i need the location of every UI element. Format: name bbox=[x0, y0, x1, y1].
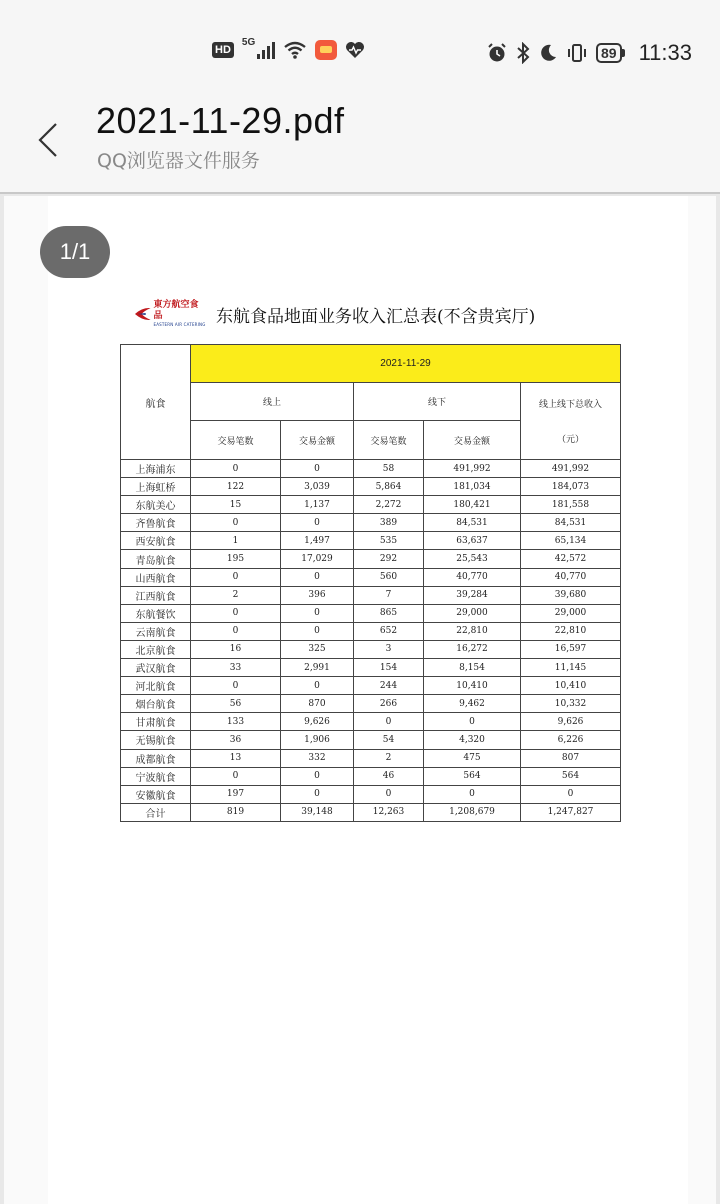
cell-online-count: 133 bbox=[191, 713, 281, 731]
cell-online-count: 0 bbox=[191, 460, 281, 478]
cell-online-count: 195 bbox=[191, 550, 281, 568]
cell-total: 11,145 bbox=[521, 659, 621, 677]
swallow-logo-icon bbox=[134, 306, 152, 322]
cell-offline-amount: 9,462 bbox=[424, 695, 521, 713]
cell-online-count: 13 bbox=[191, 749, 281, 767]
pdf-page bbox=[4, 196, 716, 1204]
report-header bbox=[134, 298, 535, 330]
table-row bbox=[121, 496, 621, 514]
cell-airline: 东航餐饮 bbox=[121, 604, 191, 622]
cell-online-amount: 396 bbox=[281, 586, 354, 604]
table-row bbox=[121, 713, 621, 731]
cell-offline-amount: 63,637 bbox=[424, 532, 521, 550]
cell-online-count: 16 bbox=[191, 640, 281, 658]
col-header-online-count: 交易笔数 bbox=[191, 421, 281, 460]
cell-offline-count: 54 bbox=[354, 731, 424, 749]
cell-offline-amount: 16,272 bbox=[424, 640, 521, 658]
document-title: 2021-11-29.pdf bbox=[96, 100, 345, 141]
cell-online-count: 0 bbox=[191, 514, 281, 532]
cell-offline-count: 292 bbox=[354, 550, 424, 568]
table-row bbox=[121, 749, 621, 767]
table-row bbox=[121, 478, 621, 496]
cell-online-amount: 17,029 bbox=[281, 550, 354, 568]
cell-total: 22,810 bbox=[521, 622, 621, 640]
cell-online-amount: 1,137 bbox=[281, 496, 354, 514]
cell-offline-amount: 4,320 bbox=[424, 731, 521, 749]
wifi-icon bbox=[283, 40, 307, 60]
cell-offline-count: 46 bbox=[354, 767, 424, 785]
cell-offline-count: 2 bbox=[354, 749, 424, 767]
cell-offline-amount: 8,154 bbox=[424, 659, 521, 677]
cell-online-count: 36 bbox=[191, 731, 281, 749]
revenue-summary-table bbox=[120, 344, 621, 822]
table-row bbox=[121, 532, 621, 550]
cell-total: 65,134 bbox=[521, 532, 621, 550]
col-header-total: 线上线下总收入 （元） bbox=[521, 383, 621, 460]
cell-offline-amount: 181,034 bbox=[424, 478, 521, 496]
cell-offline-count: 652 bbox=[354, 622, 424, 640]
battery-level: 89 bbox=[596, 43, 622, 63]
cell-offline-amount: 22,810 bbox=[424, 622, 521, 640]
table-row bbox=[121, 514, 621, 532]
cell-online-amount: 2,991 bbox=[281, 659, 354, 677]
cell-airline: 上海浦东 bbox=[121, 460, 191, 478]
cell-online-count: 0 bbox=[191, 677, 281, 695]
cell-airline: 山西航食 bbox=[121, 568, 191, 586]
cell-online-count: 0 bbox=[191, 604, 281, 622]
cell-total: 181,558 bbox=[521, 496, 621, 514]
cell-total: 29,000 bbox=[521, 604, 621, 622]
cell-offline-amount: 180,421 bbox=[424, 496, 521, 514]
cell-online-amount: 9,626 bbox=[281, 713, 354, 731]
col-header-online: 线上 bbox=[191, 383, 354, 421]
cell-airline: 北京航食 bbox=[121, 640, 191, 658]
cell-online-count: 0 bbox=[191, 622, 281, 640]
cell-online-amount: 0 bbox=[281, 677, 354, 695]
report-title: 东航食品地面业务收入汇总表(不含贵宾厅) bbox=[216, 306, 536, 327]
cell-online-count: 197 bbox=[191, 785, 281, 803]
cell-offline-count: 5,864 bbox=[354, 478, 424, 496]
cell-online-amount: 0 bbox=[281, 767, 354, 785]
cell-airline: 东航美心 bbox=[121, 496, 191, 514]
cell-offline-amount: 10,410 bbox=[424, 677, 521, 695]
network-type: 5G bbox=[241, 36, 256, 48]
battery-icon bbox=[596, 43, 625, 63]
cell-airline: 宁波航食 bbox=[121, 767, 191, 785]
cell-online-amount: 0 bbox=[281, 622, 354, 640]
cell-offline-count: 244 bbox=[354, 677, 424, 695]
cell-online-amount: 1,906 bbox=[281, 731, 354, 749]
table-row bbox=[121, 604, 621, 622]
report-date: 2021-11-29 bbox=[191, 345, 621, 383]
hd-icon: HD bbox=[212, 42, 234, 58]
cell-offline-count: 3 bbox=[354, 640, 424, 658]
cell-offline-count: 0 bbox=[354, 785, 424, 803]
status-right-icons bbox=[486, 40, 692, 66]
cell-total: 16,597 bbox=[521, 640, 621, 658]
table-row bbox=[121, 550, 621, 568]
cell-offline-amount: 475 bbox=[424, 749, 521, 767]
do-not-disturb-moon-icon bbox=[538, 43, 558, 63]
back-button[interactable] bbox=[28, 112, 76, 168]
cell-online-amount: 39,148 bbox=[281, 803, 354, 821]
cell-airline: 武汉航食 bbox=[121, 659, 191, 677]
cell-airline: 安徽航食 bbox=[121, 785, 191, 803]
cell-total: 42,572 bbox=[521, 550, 621, 568]
cell-offline-amount: 84,531 bbox=[424, 514, 521, 532]
cell-airline: 青岛航食 bbox=[121, 550, 191, 568]
cell-offline-amount: 25,543 bbox=[424, 550, 521, 568]
cell-total: 491,992 bbox=[521, 460, 621, 478]
cell-online-amount: 325 bbox=[281, 640, 354, 658]
cell-offline-amount: 564 bbox=[424, 767, 521, 785]
status-left-icons bbox=[212, 36, 365, 60]
col-header-online-amount: 交易金额 bbox=[281, 421, 354, 460]
table-row bbox=[121, 640, 621, 658]
cell-airline: 齐鲁航食 bbox=[121, 514, 191, 532]
cell-offline-count: 7 bbox=[354, 586, 424, 604]
page-indicator: 1/1 bbox=[40, 226, 110, 278]
cell-online-count: 819 bbox=[191, 803, 281, 821]
cell-offline-amount: 40,770 bbox=[424, 568, 521, 586]
cell-airline: 成都航食 bbox=[121, 749, 191, 767]
cell-total: 6,226 bbox=[521, 731, 621, 749]
cell-offline-amount: 39,284 bbox=[424, 586, 521, 604]
cell-offline-count: 58 bbox=[354, 460, 424, 478]
col-header-airline-catering: 航食 bbox=[121, 345, 191, 460]
cell-offline-count: 2,272 bbox=[354, 496, 424, 514]
cell-airline: 西安航食 bbox=[121, 532, 191, 550]
cell-offline-count: 560 bbox=[354, 568, 424, 586]
cell-total: 807 bbox=[521, 749, 621, 767]
alarm-icon bbox=[486, 42, 508, 64]
cell-total: 10,332 bbox=[521, 695, 621, 713]
table-row bbox=[121, 677, 621, 695]
status-bar bbox=[0, 0, 720, 104]
table-row bbox=[121, 568, 621, 586]
table-body bbox=[121, 460, 621, 822]
document-subtitle: QQ浏览器文件服务 bbox=[97, 150, 260, 172]
cell-online-count: 1 bbox=[191, 532, 281, 550]
cell-offline-amount: 1,208,679 bbox=[424, 803, 521, 821]
cell-offline-amount: 0 bbox=[424, 713, 521, 731]
cell-online-amount: 1,497 bbox=[281, 532, 354, 550]
cell-offline-count: 389 bbox=[354, 514, 424, 532]
table-row bbox=[121, 785, 621, 803]
col-header-offline: 线下 bbox=[354, 383, 521, 421]
cell-airline: 云南航食 bbox=[121, 622, 191, 640]
cell-offline-count: 12,263 bbox=[354, 803, 424, 821]
cell-offline-count: 865 bbox=[354, 604, 424, 622]
cell-total: 564 bbox=[521, 767, 621, 785]
cell-airline: 无锡航食 bbox=[121, 731, 191, 749]
cell-online-amount: 0 bbox=[281, 514, 354, 532]
cell-airline: 甘肃航食 bbox=[121, 713, 191, 731]
table-row bbox=[121, 803, 621, 821]
cell-total: 39,680 bbox=[521, 586, 621, 604]
cell-airline: 江西航食 bbox=[121, 586, 191, 604]
cell-airline: 烟台航食 bbox=[121, 695, 191, 713]
cell-online-amount: 0 bbox=[281, 568, 354, 586]
col-header-offline-count: 交易笔数 bbox=[354, 421, 424, 460]
cell-online-count: 0 bbox=[191, 767, 281, 785]
cell-online-count: 33 bbox=[191, 659, 281, 677]
cell-total: 184,073 bbox=[521, 478, 621, 496]
cell-airline: 合计 bbox=[121, 803, 191, 821]
cell-online-amount: 0 bbox=[281, 604, 354, 622]
signal-icon bbox=[257, 41, 275, 59]
health-heart-icon bbox=[345, 41, 365, 59]
cell-total: 0 bbox=[521, 785, 621, 803]
table-row bbox=[121, 659, 621, 677]
cell-online-count: 0 bbox=[191, 568, 281, 586]
table-row bbox=[121, 767, 621, 785]
cell-total: 40,770 bbox=[521, 568, 621, 586]
cell-total: 84,531 bbox=[521, 514, 621, 532]
app-notification-icon bbox=[315, 40, 337, 60]
table-row bbox=[121, 460, 621, 478]
cell-online-count: 2 bbox=[191, 586, 281, 604]
cell-online-amount: 3,039 bbox=[281, 478, 354, 496]
cell-online-count: 122 bbox=[191, 478, 281, 496]
pdf-viewer[interactable] bbox=[0, 192, 720, 1204]
table-row bbox=[121, 695, 621, 713]
cell-offline-count: 0 bbox=[354, 713, 424, 731]
cell-online-amount: 332 bbox=[281, 749, 354, 767]
cell-airline: 河北航食 bbox=[121, 677, 191, 695]
cell-online-count: 56 bbox=[191, 695, 281, 713]
chevron-left-icon bbox=[28, 112, 68, 168]
cell-total: 1,247,827 bbox=[521, 803, 621, 821]
table-row bbox=[121, 731, 621, 749]
eastern-air-catering-logo: 東方航空食品 EASTERN AIR CATERING bbox=[134, 298, 206, 330]
cell-offline-count: 154 bbox=[354, 659, 424, 677]
table-row bbox=[121, 586, 621, 604]
cell-offline-count: 266 bbox=[354, 695, 424, 713]
col-header-offline-amount: 交易金额 bbox=[424, 421, 521, 460]
bluetooth-icon bbox=[516, 42, 530, 64]
cell-online-amount: 870 bbox=[281, 695, 354, 713]
cell-offline-amount: 491,992 bbox=[424, 460, 521, 478]
cell-offline-count: 535 bbox=[354, 532, 424, 550]
cell-total: 10,410 bbox=[521, 677, 621, 695]
vibrate-icon bbox=[566, 43, 588, 63]
cell-online-count: 15 bbox=[191, 496, 281, 514]
cell-airline: 上海虹桥 bbox=[121, 478, 191, 496]
cell-total: 9,626 bbox=[521, 713, 621, 731]
table-row bbox=[121, 622, 621, 640]
cell-offline-amount: 29,000 bbox=[424, 604, 521, 622]
cell-online-amount: 0 bbox=[281, 785, 354, 803]
cell-online-amount: 0 bbox=[281, 460, 354, 478]
clock: 11:33 bbox=[638, 40, 692, 65]
cell-offline-amount: 0 bbox=[424, 785, 521, 803]
